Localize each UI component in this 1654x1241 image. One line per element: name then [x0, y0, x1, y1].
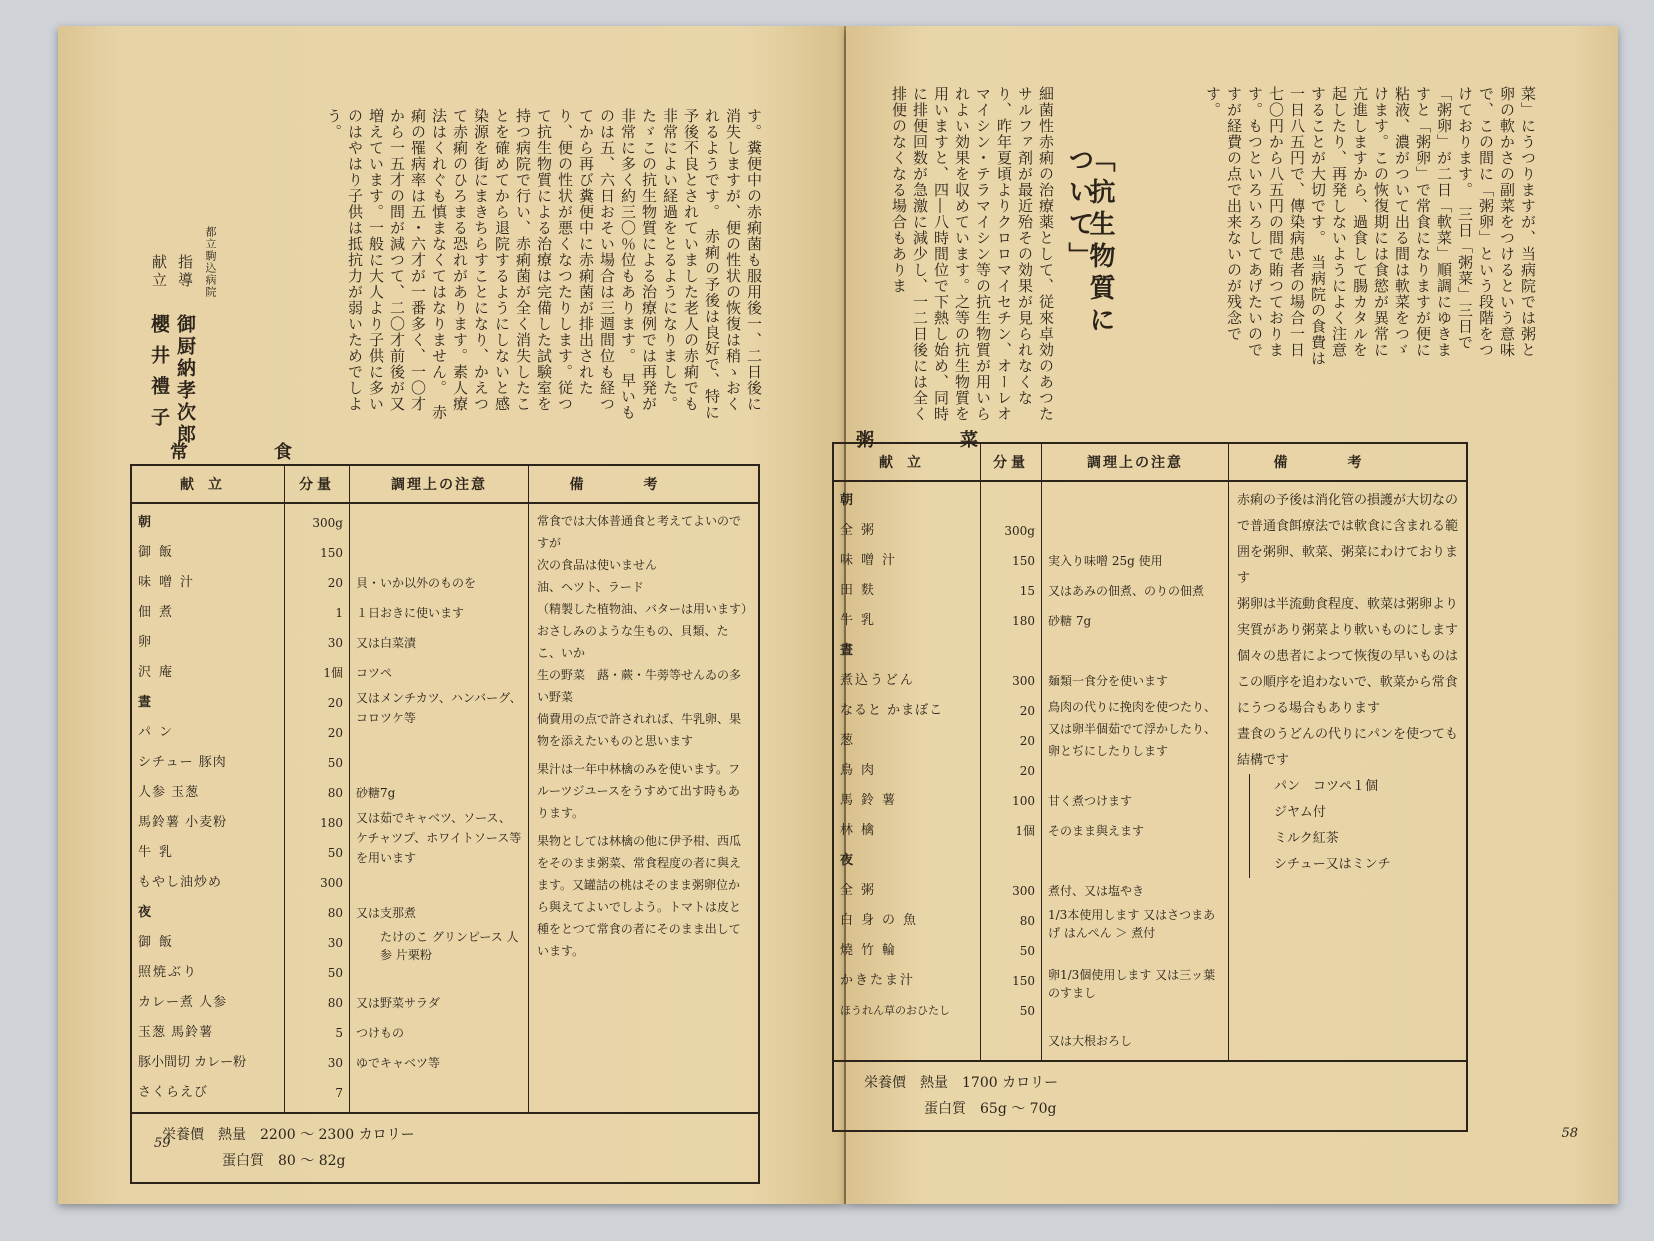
- remark-item: パン コツペ１個: [1274, 779, 1379, 794]
- remark-item: ジヤム付: [1274, 805, 1326, 820]
- note-item: 麺類一食分を使います: [1048, 674, 1169, 688]
- right-menu-table: [832, 442, 1468, 1132]
- note-item: 又はあみの佃煮、のりの佃煮: [1048, 584, 1205, 598]
- dish-item: 馬鈴薯: [840, 793, 904, 808]
- dish-item: さくらえび: [138, 1085, 209, 1100]
- qty-item: 20: [1019, 764, 1035, 778]
- right-nutrition-footer: [833, 1061, 1467, 1131]
- nutrition-label: 栄養價: [162, 1127, 204, 1143]
- protein-value: 65g ～ 70g: [980, 1101, 1057, 1117]
- qty-item: 50: [327, 846, 343, 860]
- dish-item: 照焼ぶり: [138, 965, 199, 980]
- right-body-text-bottom: 細菌性赤痢の治療薬として、従來卓効のあつたサルファ剤が最近殆その効果が見られなくなり、昨年夏頃よりクロロマイセチン、オーレオマイシン・テラマイシン等の抗生物質が用いられよい効果を収めています。之等の抗生物質を用いますと、四―八時間位で下熱し始め、同時に排便回数が急激に減少し、一二日後には全く排便のなくなる場合もありま: [890, 86, 1055, 422]
- header-remarks: 備考: [1229, 443, 1468, 481]
- energy-value: 2200 ～ 2300 カロリー: [260, 1127, 415, 1143]
- section-title: 「抗生物質について」: [1064, 146, 1115, 338]
- meal-label-dinner: 夜: [138, 905, 160, 920]
- dish-item: 卵: [138, 635, 160, 650]
- dish-item: 全粥: [840, 883, 883, 898]
- qty-item: 15: [1019, 584, 1035, 598]
- dish-item: 味噌汁: [138, 575, 202, 590]
- note-item: 1/3本使用します 又はさつまあげ はんぺん ＞ 煮付: [1048, 908, 1216, 940]
- remark-item: 生の野菜 蕗・蕨・牛蒡等せんゐの多い野菜: [537, 668, 742, 704]
- byline-org: 都立駒込病院: [204, 226, 217, 298]
- left-notes-column: [350, 503, 529, 1113]
- qty-item: 20: [327, 726, 343, 740]
- qty-item: 300: [1012, 884, 1035, 898]
- dish-item: 全粥: [840, 523, 883, 538]
- qty-item: 150: [1012, 554, 1035, 568]
- dish-item: 味噌汁: [840, 553, 904, 568]
- left-dish-column: [131, 503, 285, 1113]
- byline-guide-name: 御厨納孝次郎: [174, 314, 196, 446]
- byline-menu-name: 櫻井禮子: [148, 314, 170, 438]
- header-menu: 献立: [131, 465, 285, 503]
- header-menu: 献立: [833, 443, 981, 481]
- dish-item: 燒竹輪: [840, 943, 904, 958]
- dish-item: もやし油炒め: [138, 875, 223, 890]
- note-item: 又はメンチカツ、ハンバーグ、コロツケ等: [356, 691, 522, 725]
- dish-item: 煮込うどん: [840, 673, 916, 688]
- qty-item: 20: [327, 696, 343, 710]
- remark-item: おさしみのような生もの、貝類、たこ、いか: [537, 624, 729, 660]
- qty-item: 300g: [1004, 524, 1035, 538]
- qty-item: 80: [327, 996, 343, 1010]
- note-item: ゆでキャベツ等: [356, 1056, 441, 1070]
- remark-item: シチュー又はミンチ: [1274, 857, 1391, 872]
- dish-item: 沢庵: [138, 665, 181, 680]
- qty-item: 80: [327, 786, 343, 800]
- left-nutrition-footer: [131, 1113, 759, 1183]
- nutrition-label: 栄養價: [864, 1075, 906, 1091]
- remark-item: 次の食品は使いません: [537, 558, 658, 572]
- qty-item: 1: [335, 606, 343, 620]
- right-page: [840, 26, 1618, 1204]
- remark-item: 果物としては林檎の他に伊予柑、西瓜をそのまま粥菜、常食程度の者に與えます。又罐詰の桃はそのまま粥卵位から與えてよいでしよう。トマトは皮と種をとつて常食の者にそのまま出しています。: [537, 834, 742, 958]
- header-notes: 調理上の注意: [1042, 443, 1229, 481]
- qty-item: 80: [1019, 914, 1035, 928]
- qty-item: 300: [320, 876, 343, 890]
- qty-item: 20: [327, 576, 343, 590]
- note-item: たけのこ グリンピース 人参 片栗粉: [380, 930, 519, 962]
- remark-item: 倘費用の点で許されれば、牛乳卵、果物を添えたいものと思います: [537, 712, 742, 748]
- left-qty-column: [285, 503, 350, 1113]
- byline-guide-label: 指導: [176, 254, 194, 290]
- qty-item: 30: [327, 936, 343, 950]
- header-qty: 分量: [981, 443, 1042, 481]
- right-notes-column: [1042, 481, 1229, 1061]
- dish-item: 田麩: [840, 583, 883, 598]
- header-notes: 調理上の注意: [350, 465, 529, 503]
- dish-item: 葱: [840, 733, 862, 748]
- qty-item: 1個: [1015, 824, 1035, 838]
- left-page: [58, 26, 844, 1204]
- dish-item: 玉葱 馬鈴薯: [138, 1025, 214, 1040]
- qty-item: 180: [320, 816, 343, 830]
- qty-item: 50: [1019, 1004, 1035, 1018]
- qty-item: 5: [335, 1026, 343, 1040]
- qty-item: 1個: [323, 666, 343, 680]
- right-qty-column: [981, 481, 1042, 1061]
- left-menu-table: [130, 464, 760, 1184]
- qty-item: 300g: [312, 516, 343, 530]
- dish-item: 鳥肉: [840, 763, 883, 778]
- note-item: １日おきに使います: [356, 606, 465, 620]
- qty-item: 20: [1019, 704, 1035, 718]
- remark-item: 個々の患者によつて恢復の早いものはこの順序を追わないで、軟菜から常食にうつる場合もあります: [1237, 649, 1459, 716]
- qty-item: 50: [327, 756, 343, 770]
- note-item: 煮付、又は塩やき: [1048, 884, 1145, 898]
- dish-item: シチュー 豚肉: [138, 755, 227, 770]
- remark-item: 粥卵は半流動食程度、軟菜は粥卵より実質があり粥菜より軟いものにします: [1237, 597, 1459, 638]
- left-body-text: す。糞便中の赤痢菌も服用後一、二日後に消失しますが、便の性状の恢復は稍ゝおくれるようです。 赤痢の予後は良好で、特に予後不良とされていました老人の赤痢でも非常によい経過をとるようになりました。たゞこの抗生物質による治療例では再発が非常に多く約三〇％位もあります。 早いものは五、六日おそい場合は三週間位も経つてから再び糞便中に赤痢菌が排出されたり、便の性状が悪くなつたりします。従つて抗生物質による治療は完備した試験室を持つ病院で行い、赤痢菌が全く消失したことを確めてから退院するようにしないと感染源を街にまきちらすことになり、かえつて赤痢のひろまる恐れがあります。素人療法はくれぐも慎まなくてはなりません。 赤痢の罹病率は五・六才が一番多く、一〇才から一五才の間が減つて、二〇才前後が又増えています。一般に大人より子供に多いのはやはり子供は抵抗力が弱いためでしよう。: [325, 108, 763, 421]
- dish-item: 豚小間切 カレー粉: [138, 1055, 247, 1070]
- dish-item: 人参 玉葱: [138, 785, 200, 800]
- note-item: 又は茹でキャベツ、ソース、ケチャツプ、ホワイトソース等を用います: [356, 811, 522, 865]
- dish-item: 御飯: [138, 935, 181, 950]
- note-item: 又は大根おろし: [1048, 1034, 1133, 1048]
- right-body-text-top: 菜」にうつりますが、当病院では粥と卵の軟かさの副菜をつけるという意味で、この間に「粥卵」という段階をつけております。 三日「粥菜」三日で「粥卵」が二日「軟菜」順調にゆきますと「粥卵」で常食になりますが便に粘液、濃がついて出る間は軟菜をつゞけます。この恢復期には食慾が異常に亢進しますから、過食して腸カタルを起したり、再発しないようによく注意することが大切です。 当病院の食費は一日八五円で、傳染病患者の場合一日七〇円から八五円の間で賄つております。もつといろいろしてあげたいのですが経費の点で出来ないのが残念です。: [1204, 86, 1537, 367]
- note-item: コツペ: [356, 666, 393, 680]
- right-remarks-column: [1229, 481, 1468, 1061]
- note-item: そのまま與えます: [1048, 824, 1145, 838]
- dish-item: 馬鈴薯 小麦粉: [138, 815, 228, 830]
- protein-label: 蛋白質: [222, 1153, 264, 1169]
- note-item: 又は白菜漬: [356, 636, 417, 650]
- remark-item: （精製した植物油、バターは用います）: [537, 602, 754, 616]
- dish-item: なると かまぼこ: [840, 703, 944, 718]
- qty-item: 7: [335, 1086, 343, 1100]
- qty-item: 100: [1012, 794, 1035, 808]
- qty-item: 150: [1012, 974, 1035, 988]
- dish-item: かきたま汁: [840, 973, 916, 988]
- note-item: 又は支那煮: [356, 906, 417, 920]
- dish-item: 白身の魚: [840, 913, 925, 928]
- qty-item: 20: [1019, 734, 1035, 748]
- right-page-number: 58: [1561, 1126, 1578, 1141]
- qty-item: 30: [327, 636, 343, 650]
- note-item: つけもの: [356, 1026, 405, 1040]
- left-table-title: 常 食: [170, 442, 326, 463]
- energy-label: 熱量: [218, 1127, 246, 1143]
- left-remarks-column: [529, 503, 760, 1113]
- byline-menu-label: 献立: [150, 254, 168, 290]
- meal-label-breakfast: 朝: [840, 493, 862, 508]
- dish-item: 佃煮: [138, 605, 181, 620]
- meal-label-lunch: 晝: [138, 695, 160, 710]
- right-table-title: 粥 菜: [856, 430, 1012, 451]
- note-item: 又は野菜サラダ: [356, 996, 440, 1010]
- note-item: 貝・いか以外のものを: [356, 576, 477, 590]
- note-item: 砂糖7g: [356, 786, 396, 800]
- remark-item: ミルク紅茶: [1274, 831, 1339, 846]
- dish-item: パン: [138, 725, 181, 740]
- note-item: 実入り味噌 25g 使用: [1048, 554, 1163, 568]
- note-item: 甘く煮つけます: [1048, 794, 1133, 808]
- note-item: 砂糖 7g: [1048, 614, 1092, 628]
- qty-item: 30: [327, 1056, 343, 1070]
- energy-label: 熱量: [920, 1075, 948, 1091]
- dish-item: カレー煮 人参: [138, 995, 228, 1010]
- qty-item: 300: [1012, 674, 1035, 688]
- qty-item: 80: [327, 906, 343, 920]
- qty-item: 50: [327, 966, 343, 980]
- meal-label-breakfast: 朝: [138, 515, 160, 530]
- dish-item: 林檎: [840, 823, 883, 838]
- qty-item: 50: [1019, 944, 1035, 958]
- meal-label-dinner: 夜: [840, 853, 862, 868]
- dish-item: 牛乳: [840, 613, 883, 628]
- note-item: 鳥肉の代りに挽肉を使つたり、又は卵半個茹でて浮かしたり、卵とぢにしたりします: [1048, 700, 1217, 758]
- left-page-number: 59: [154, 1136, 171, 1151]
- remark-item: 常食では大体普通食と考えてよいのですが: [537, 514, 742, 550]
- meal-label-lunch: 晝: [840, 643, 862, 658]
- qty-item: 150: [320, 546, 343, 560]
- remark-item: 赤痢の予後は消化管の損護が大切なので普通食餌療法では軟食に含まれる範囲を粥卵、軟菜、粥菜にわけております: [1237, 493, 1459, 586]
- header-remarks: 備考: [529, 465, 760, 503]
- remark-item: 果汁は一年中林檎のみを使います。フルーツジユースをうすめて出す時もあります。: [537, 762, 741, 820]
- protein-label: 蛋白質: [924, 1101, 966, 1117]
- note-item: 卵1/3個使用します 又は三ッ葉のすまし: [1048, 968, 1216, 1000]
- energy-value: 1700 カロリー: [962, 1075, 1059, 1091]
- protein-value: 80 ～ 82g: [278, 1153, 346, 1169]
- header-qty: 分量: [285, 465, 350, 503]
- remark-item: 油、ヘツト、ラード: [537, 580, 644, 594]
- remark-item: 晝食のうどんの代りにパンを使つても結構です: [1237, 727, 1459, 768]
- qty-item: 180: [1012, 614, 1035, 628]
- dish-item: 牛乳: [138, 845, 181, 860]
- dish-item: ほうれん草のおひたし: [840, 1004, 950, 1017]
- right-dish-column: [833, 481, 981, 1061]
- dish-item: 御飯: [138, 545, 181, 560]
